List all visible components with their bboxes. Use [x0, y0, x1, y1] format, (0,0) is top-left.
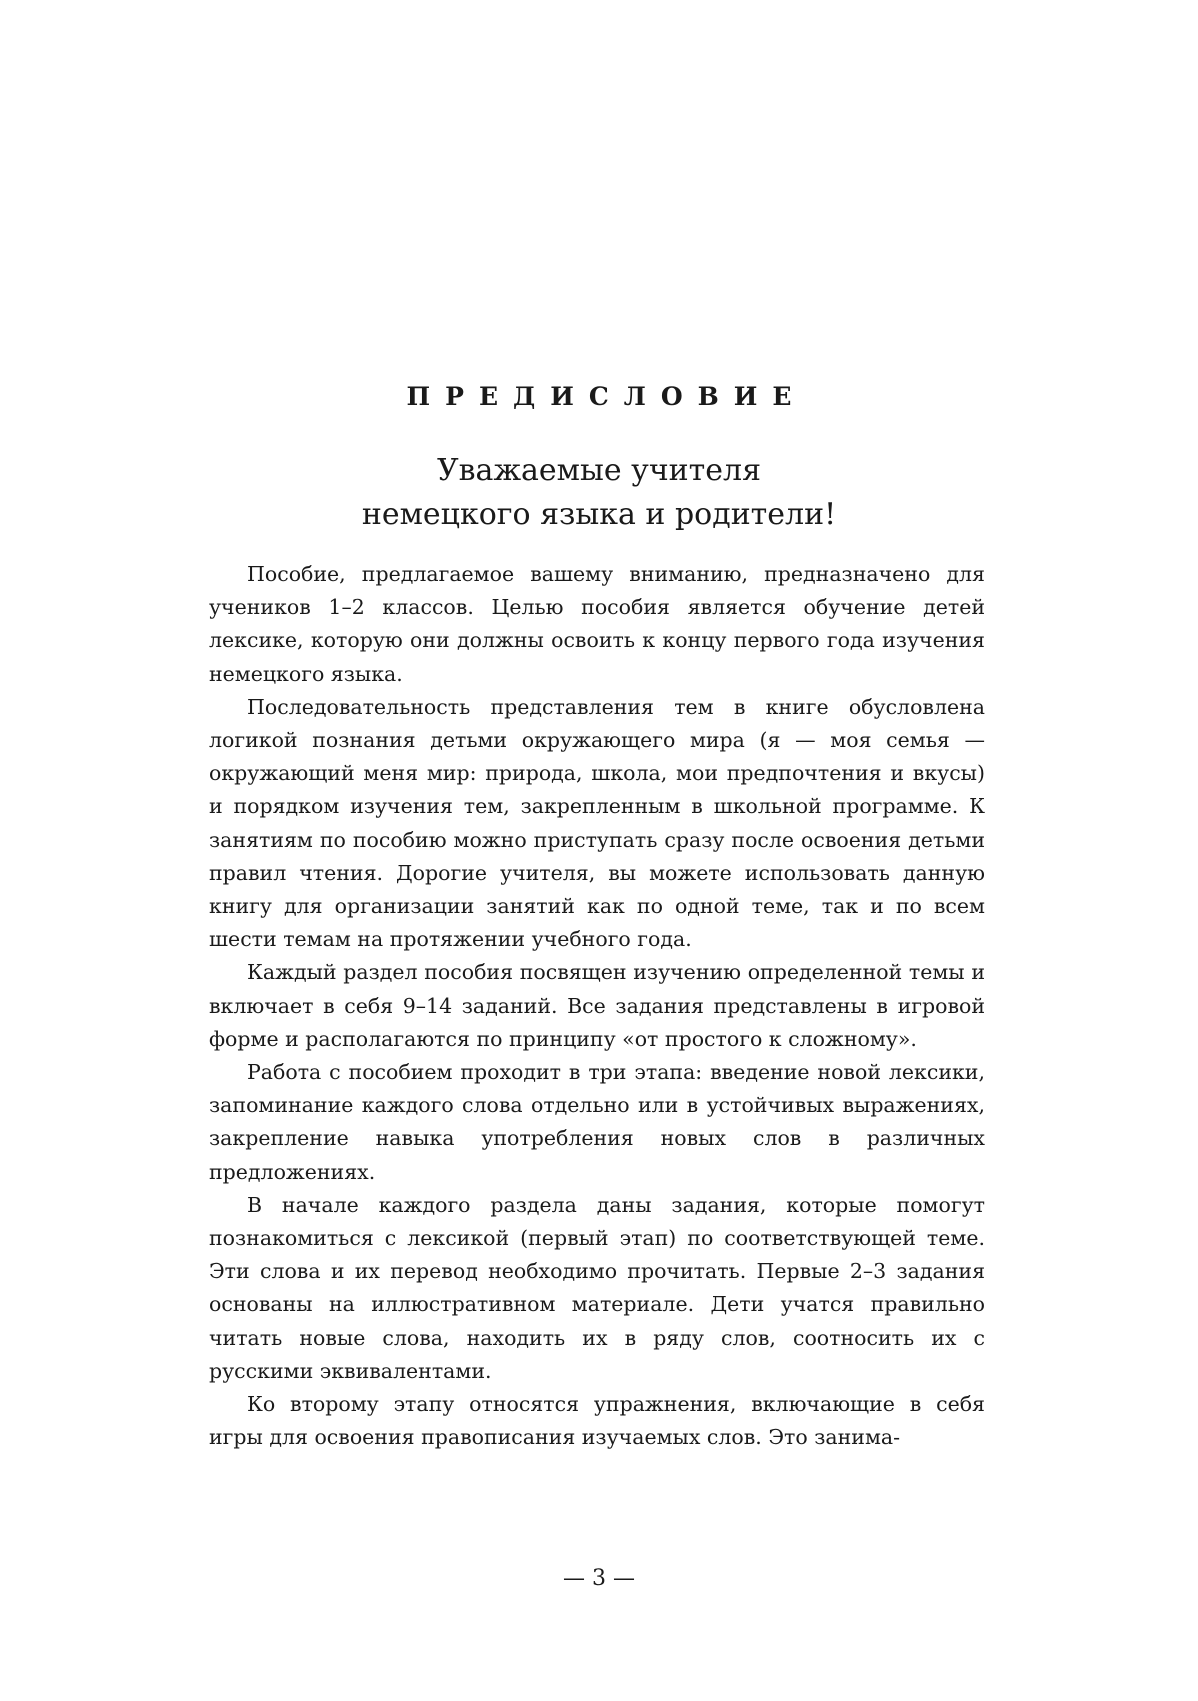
page-subtitle: [0, 449, 1198, 537]
paragraph-3: Каждый раздел пособия посвящен изучению определенной темы и включает в себя 9–14 заданий. Все задания представлены в игровой форме и располагаются по принципу «от простого к сложному».: [209, 960, 985, 1051]
paragraph-1: Пособие, предлагаемое вашему вниманию, предназначено для учеников 1–2 классов. Целью пособия является обучение детей лексике, которую они должны освоить к концу первого года изучения немецкого языка.: [209, 562, 985, 686]
subtitle-line-2: немецкого языка и родители!: [361, 497, 837, 532]
page-heading: ПРЕДИСЛОВИЕ: [406, 382, 807, 411]
paragraph-4: Работа с пособием проходит в три этапа: введение новой лексики, запоминание каждого слова отдельно или в устойчивых выражениях, закрепление навыка употребления новых слов в различных предложениях.: [209, 1060, 985, 1184]
paragraph-6: Ко второму этапу относятся упражнения, включающие в себя игры для освоения правописания изучаемых слов. Это занима-: [209, 1392, 985, 1450]
paragraph-2: Последовательность представления тем в книге обусловлена логикой познания детьми окружающего мира (я — моя семья — окружающий меня мир: природа, школа, мои предпочтения и вкусы) и порядком изучения тем, закрепленным в школьной программе. К занятиям по пособию можно приступать сразу после освоения детьми правил чтения. Дорогие учителя, вы можете использовать данную книгу для организации занятий как по одной теме, так и по всем шести темам на протяжении учебного года.: [209, 694, 985, 952]
page-number: — 3 —: [563, 1566, 635, 1591]
body-text: [209, 558, 985, 1454]
paragraph-5: В начале каждого раздела даны задания, которые помогут познакомиться с лексикой (первый этап) по соответствующей теме. Эти слова и их перевод необходимо прочитать. Первые 2–3 задания основаны на иллюстративном материале. Дети учатся правильно читать новые слова, находить их в ряду слов, соотносить их с русскими эквивалентами.: [209, 1192, 985, 1383]
subtitle-line-1: Уважаемые учителя: [436, 453, 761, 488]
